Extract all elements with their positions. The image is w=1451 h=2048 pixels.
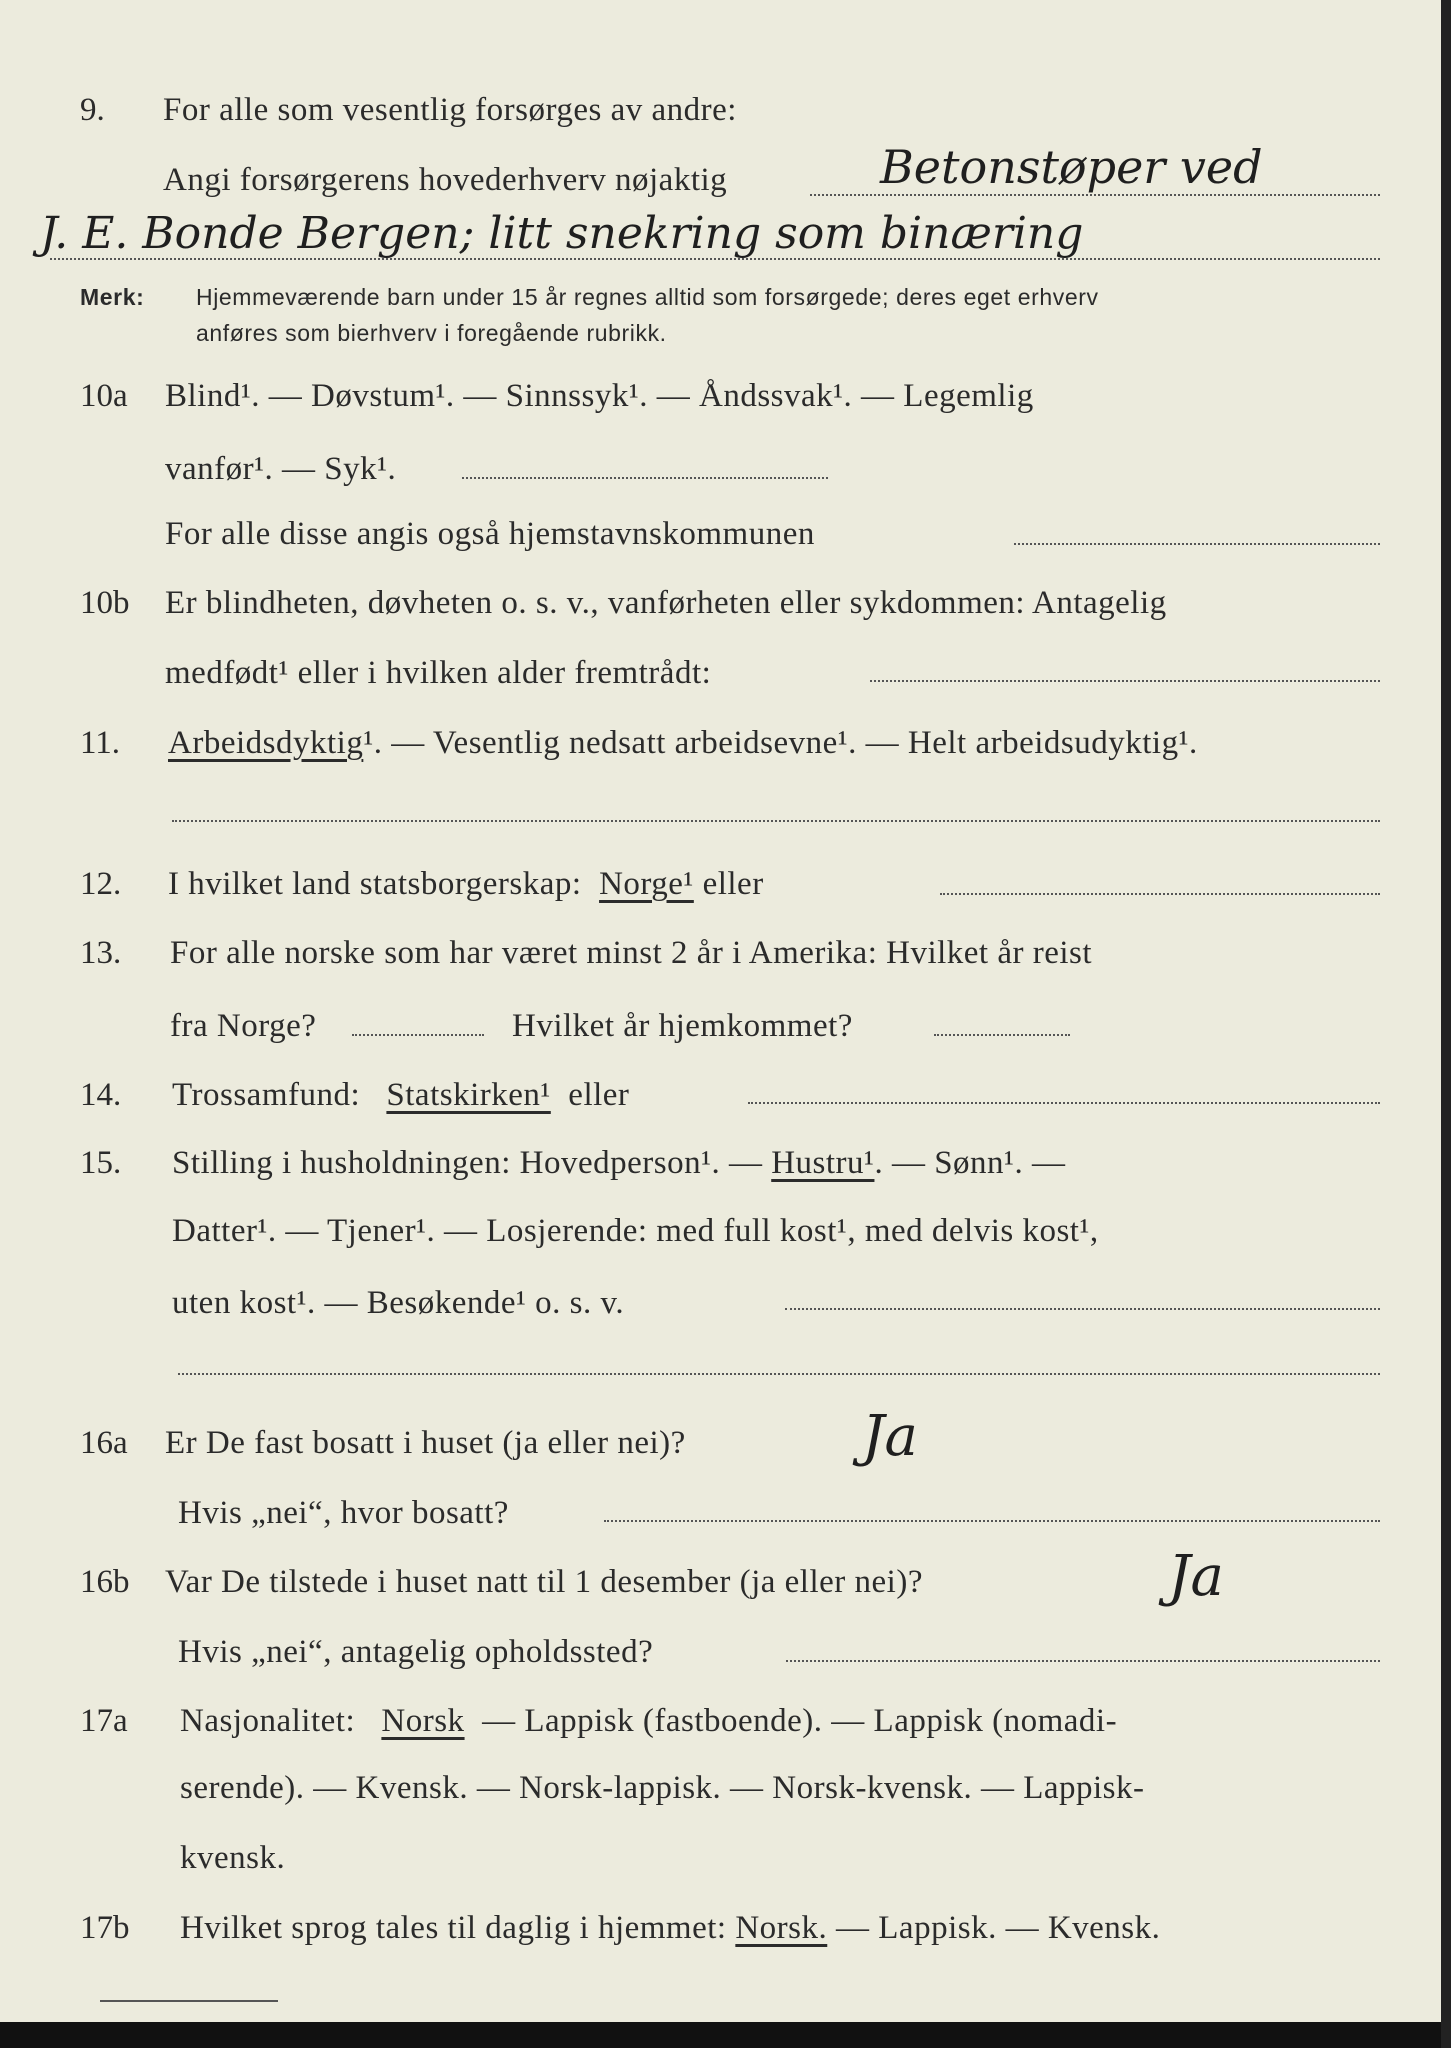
q14-text: [172, 1077, 629, 1114]
q9-text-line1: For alle som vesentlig forsørges av andre:: [163, 92, 737, 128]
q13-text-line2b: Hvilket år hjemkommet?: [512, 1008, 853, 1044]
q16b-handwritten-answer: Ja: [1168, 1544, 1224, 1609]
q17b-text: [180, 1910, 1160, 1947]
q13-year-left-line: [352, 1034, 484, 1036]
q17a-number: 17a: [80, 1703, 128, 1739]
merk-text-line1: Hjemmeværende barn under 15 år regnes alltid som forsørgede; deres eget erhverv: [196, 284, 1099, 310]
q16b-text-line2: Hvis „nei“, antagelig opholdssted?: [178, 1634, 654, 1670]
q14-answer-line: [748, 1102, 1380, 1104]
q15-text-line3: uten kost¹. — Besøkende¹ o. s. v.: [172, 1285, 625, 1321]
q15-text-line2: Datter¹. — Tjener¹. — Losjerende: med full kost¹, med delvis kost¹,: [172, 1213, 1099, 1249]
q14-option-statskirken-underlined: Statskirken¹: [386, 1077, 551, 1113]
q16b-answer-line: [786, 1660, 1380, 1662]
q16a-handwritten-answer: Ja: [862, 1404, 918, 1469]
merk-label: Merk:: [80, 284, 145, 310]
q17a-text-line3: kvensk.: [180, 1840, 286, 1876]
q17b-text-post: — Lappisk. — Kvensk.: [836, 1910, 1161, 1946]
q16a-text-line2: Hvis „nei“, hvor bosatt?: [178, 1495, 509, 1531]
q16b-number: 16b: [80, 1564, 130, 1600]
q17a-text-line2: serende). — Kvensk. — Norsk-lappisk. — Norsk-kvensk. — Lappisk-: [180, 1770, 1145, 1806]
q10a-number: 10a: [80, 378, 128, 414]
q12-text-post: eller: [702, 866, 764, 902]
footnote-divider: [100, 2000, 278, 2002]
q15-number: 15.: [80, 1145, 122, 1181]
q10b-text-line2: medfødt¹ eller i hvilken alder fremtrådt:: [165, 655, 712, 691]
q9-handwritten-answer2: J. E. Bonde Bergen; litt snekring som binæring: [40, 208, 1084, 259]
q9-number: 9.: [80, 92, 105, 128]
q10a-hjemstavn-line: [1014, 543, 1380, 545]
q16a-text-line1: Er De fast bosatt i huset (ja eller nei)?: [165, 1425, 686, 1461]
q11-option-arbeidsdyktig-underlined: Arbeidsdyktig: [168, 725, 364, 761]
q15-answer-line: [785, 1308, 1380, 1310]
scan-bottom-edge: [0, 2022, 1451, 2048]
q9-handwritten-answer1: Betonstøper ved: [880, 140, 1263, 194]
q17a-text-line1: [180, 1703, 1117, 1740]
q14-number: 14.: [80, 1077, 122, 1113]
q12-option-norge-underlined: Norge¹: [599, 866, 694, 902]
q17b-text-pre: Hvilket sprog tales til daglig i hjemmet:: [180, 1910, 727, 1946]
q10a-text-line3: For alle disse angis også hjemstavnskommunen: [165, 516, 815, 552]
q16a-number: 16a: [80, 1425, 128, 1461]
q10a-text-line1: Blind¹. — Døvstum¹. — Sinnssyk¹. — Åndssvak¹. — Legemlig: [165, 378, 1034, 414]
q11-text: [168, 725, 1198, 762]
q12-number: 12.: [80, 866, 122, 902]
q11-number: 11.: [80, 725, 121, 761]
q16a-answer-line: [604, 1520, 1380, 1522]
q17b-option-norsk-underlined: Norsk.: [735, 1910, 828, 1946]
q12-answer-line: [940, 893, 1380, 895]
q10b-answer-line: [870, 680, 1380, 682]
q12-text-pre: I hvilket land statsborgerskap:: [168, 866, 582, 902]
scan-right-edge: [1441, 0, 1451, 2048]
q11-text-rest: ¹. — Vesentlig nedsatt arbeidsevne¹. — Helt arbeidsudyktig¹.: [363, 725, 1198, 761]
q15-text-line1b: . — Sønn¹. —: [874, 1145, 1066, 1181]
q13-number: 13.: [80, 935, 122, 971]
q17a-text-line1rest: — Lappisk (fastboende). — Lappisk (nomadi-: [482, 1703, 1118, 1739]
q15-option-hustru-underlined: Hustru¹: [771, 1145, 875, 1181]
q10b-number: 10b: [80, 585, 130, 621]
q14-text-post: eller: [568, 1077, 630, 1113]
q16b-text-line1: Var De tilstede i huset natt til 1 desember (ja eller nei)?: [165, 1564, 923, 1600]
q13-text-line1: For alle norske som har været minst 2 år i Amerika: Hvilket år reist: [170, 935, 1093, 971]
q13-text-line2a: fra Norge?: [170, 1008, 317, 1044]
q17a-option-norsk-underlined: Norsk: [381, 1703, 465, 1739]
q11-answer-line: [172, 820, 1380, 822]
q12-text: [168, 866, 764, 903]
q9-answer-line1: [810, 194, 1380, 196]
q15-extra-line: [178, 1373, 1380, 1375]
q10a-text-line2: vanfør¹. — Syk¹.: [165, 451, 397, 487]
q14-text-pre: Trossamfund:: [172, 1077, 361, 1113]
q17b-number: 17b: [80, 1910, 130, 1946]
q10b-text-line1: Er blindheten, døvheten o. s. v., vanførheten eller sykdommen: Antagelig: [165, 585, 1167, 621]
merk-text-line2: anføres som bierhverv i foregående rubrikk.: [196, 320, 667, 346]
q13-year-returned-line: [934, 1034, 1070, 1036]
q15-text-line1a: Stilling i husholdningen: Hovedperson¹. —: [172, 1145, 763, 1181]
q17a-text-pre: Nasjonalitet:: [180, 1703, 356, 1739]
q9-text-line2: Angi forsørgerens hovederhverv nøjaktig: [163, 162, 728, 198]
q10a-answer-line: [462, 477, 828, 479]
q15-text-line1: [172, 1145, 1065, 1182]
